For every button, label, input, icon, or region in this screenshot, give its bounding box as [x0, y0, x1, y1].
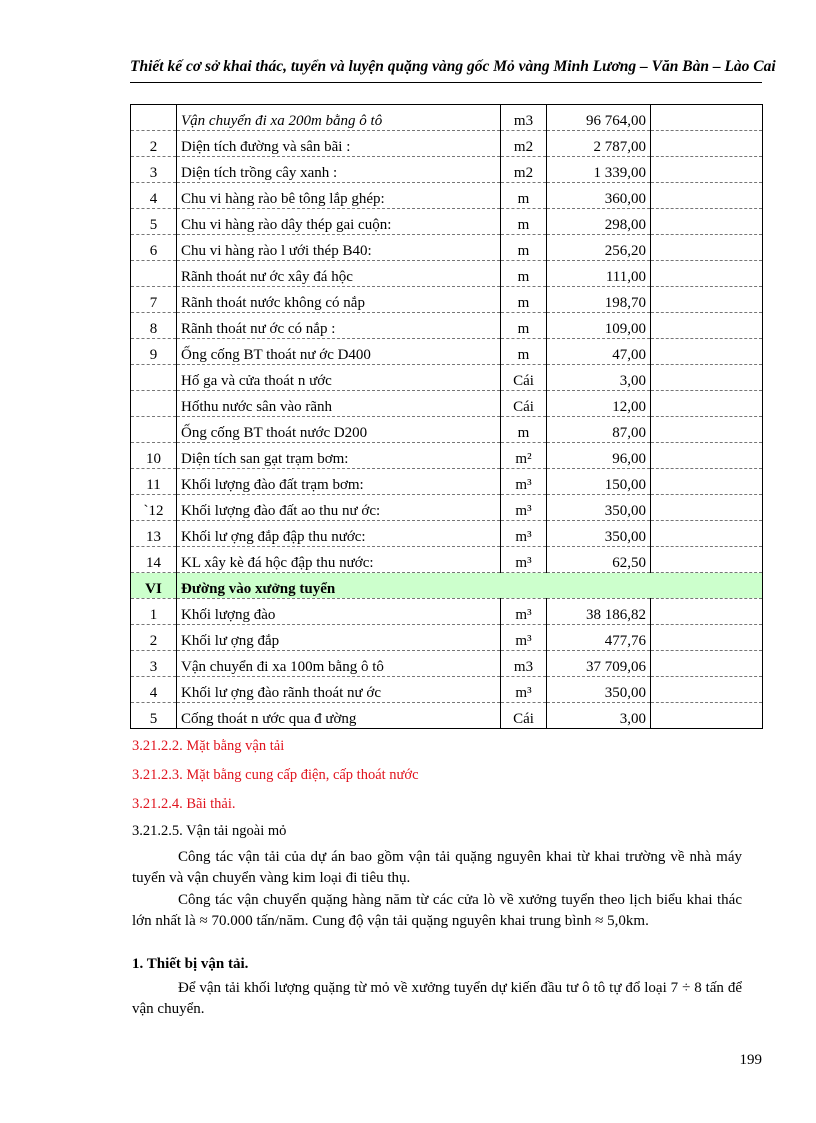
cell-note	[651, 339, 763, 365]
cell-item-name: Hốthu nước sân vào rãnh	[177, 391, 501, 417]
subsection-transport-layout: 3.21.2.2. Mặt bằng vận tải	[132, 738, 285, 754]
cell-quantity: 111,00	[547, 261, 651, 287]
cell-row-number: 7	[131, 287, 177, 313]
cell-quantity: 47,00	[547, 339, 651, 365]
table-row	[131, 235, 763, 261]
cell-unit: m²	[501, 443, 547, 469]
header-rule	[130, 82, 762, 83]
cell-quantity: 350,00	[547, 495, 651, 521]
cell-row-number: 6	[131, 235, 177, 261]
cell-quantity: 109,00	[547, 313, 651, 339]
cell-row-number: 11	[131, 469, 177, 495]
cell-unit: m2	[501, 131, 547, 157]
table-row	[131, 131, 763, 157]
cell-unit: m³	[501, 521, 547, 547]
cell-note	[651, 417, 763, 443]
cell-unit: m2	[501, 157, 547, 183]
paragraph-transport-scope: Công tác vận tải của dự án bao gồm vận tải quặng nguyên khai từ khai trường về nhà máy tuyển và vận chuyển vàng kim loại đi tiêu thụ.	[132, 849, 742, 886]
cell-row-number	[131, 391, 177, 417]
subsection-power-water: 3.21.2.3. Mặt bằng cung cấp điện, cấp thoát nước	[132, 767, 419, 783]
cell-unit: m	[501, 417, 547, 443]
cell-note	[651, 703, 763, 729]
cell-quantity: 38 186,82	[547, 599, 651, 625]
cell-unit: m3	[501, 651, 547, 677]
paragraph-transport-volume: Công tác vận chuyển quặng hàng năm từ các cửa lò về xưởng tuyển theo lịch biểu khai thác lớn nhất là ≈ 70.000 tấn/năm. Cung độ vận tải quặng nguyên khai trung bình ≈ 5,0km.	[132, 892, 742, 929]
cell-row-number: 4	[131, 677, 177, 703]
cell-quantity: 477,76	[547, 625, 651, 651]
section-title: Đường vào xưởng tuyển	[177, 573, 763, 599]
cell-note	[651, 677, 763, 703]
cell-quantity: 350,00	[547, 521, 651, 547]
table-row	[131, 599, 763, 625]
cell-note	[651, 547, 763, 573]
cell-item-name: Diện tích san gạt trạm bơm:	[177, 443, 501, 469]
table-row	[131, 495, 763, 521]
cell-row-number: 13	[131, 521, 177, 547]
table-row	[131, 105, 763, 131]
cell-row-number: 2	[131, 131, 177, 157]
cell-row-number: 4	[131, 183, 177, 209]
cell-quantity: 3,00	[547, 703, 651, 729]
cell-item-name: Vận chuyển đi xa 100m bằng ô tô	[177, 651, 501, 677]
cell-unit: m	[501, 235, 547, 261]
cell-unit: m3	[501, 105, 547, 131]
cell-unit: m³	[501, 599, 547, 625]
cell-note	[651, 313, 763, 339]
cell-item-name: Khối lư ợng đào rãnh thoát nư ớc	[177, 677, 501, 703]
cell-quantity: 298,00	[547, 209, 651, 235]
cell-quantity: 360,00	[547, 183, 651, 209]
page-number: 199	[739, 1052, 762, 1068]
cell-quantity: 12,00	[547, 391, 651, 417]
cell-quantity: 3,00	[547, 365, 651, 391]
subsection-waste-dump: 3.21.2.4. Bãi thải.	[132, 796, 236, 812]
cell-note	[651, 235, 763, 261]
table-row	[131, 209, 763, 235]
cell-unit: Cái	[501, 391, 547, 417]
cell-item-name: Rãnh thoát nước không có nắp	[177, 287, 501, 313]
cell-unit: m	[501, 209, 547, 235]
cell-item-name: Hố ga và cửa thoát n ước	[177, 365, 501, 391]
cell-note	[651, 443, 763, 469]
cell-note	[651, 157, 763, 183]
cell-row-number	[131, 261, 177, 287]
cell-item-name: Khối lượng đào	[177, 599, 501, 625]
cell-unit: m	[501, 339, 547, 365]
cell-row-number: 9	[131, 339, 177, 365]
cell-unit: Cái	[501, 703, 547, 729]
cell-unit: m	[501, 287, 547, 313]
table-row	[131, 391, 763, 417]
cell-quantity: 198,70	[547, 287, 651, 313]
cell-item-name: Ống cống BT thoát nước D200	[177, 417, 501, 443]
cell-unit: m³	[501, 625, 547, 651]
cell-item-name: Khối lư ợng đắp đập thu nước:	[177, 521, 501, 547]
cell-row-number: 10	[131, 443, 177, 469]
cell-quantity: 96,00	[547, 443, 651, 469]
cell-unit: m³	[501, 495, 547, 521]
cell-item-name: Ống cống BT thoát nư ớc D400	[177, 339, 501, 365]
cell-item-name: Chu vi hàng rào bê tông lắp ghép:	[177, 183, 501, 209]
table-row	[131, 339, 763, 365]
table-row	[131, 313, 763, 339]
section-number: VI	[131, 573, 177, 599]
cell-row-number	[131, 417, 177, 443]
running-header: Thiết kế cơ sở khai thác, tuyển và luyện quặng vàng gốc Mỏ vàng Minh Lương – Văn Bàn – Lào Cai	[130, 58, 776, 75]
quantities-table	[130, 104, 763, 729]
cell-quantity: 150,00	[547, 469, 651, 495]
cell-note	[651, 183, 763, 209]
cell-row-number: 2	[131, 625, 177, 651]
cell-quantity: 1 339,00	[547, 157, 651, 183]
cell-unit: m³	[501, 547, 547, 573]
cell-quantity: 87,00	[547, 417, 651, 443]
table-row	[131, 287, 763, 313]
table-row	[131, 625, 763, 651]
table-row	[131, 651, 763, 677]
cell-note	[651, 625, 763, 651]
cell-note	[651, 105, 763, 131]
cell-row-number	[131, 365, 177, 391]
cell-item-name: Cống thoát n ước qua đ ường	[177, 703, 501, 729]
cell-note	[651, 261, 763, 287]
cell-row-number: 5	[131, 209, 177, 235]
cell-item-name: Diện tích trồng cây xanh :	[177, 157, 501, 183]
cell-note	[651, 287, 763, 313]
cell-row-number: `12	[131, 495, 177, 521]
cell-unit: m	[501, 183, 547, 209]
cell-row-number: 1	[131, 599, 177, 625]
cell-quantity: 256,20	[547, 235, 651, 261]
cell-note	[651, 469, 763, 495]
table-row	[131, 261, 763, 287]
cell-note	[651, 651, 763, 677]
table-row	[131, 443, 763, 469]
cell-note	[651, 495, 763, 521]
cell-item-name: Rãnh thoát nư ớc xây đá hộc	[177, 261, 501, 287]
cell-quantity: 350,00	[547, 677, 651, 703]
paragraph-truck-investment: Để vận tải khối lượng quặng từ mỏ về xưởng tuyển dự kiến đầu tư ô tô tự đổ loại 7 ÷ 8 tấn để vận chuyển.	[132, 980, 742, 1017]
cell-unit: m	[501, 261, 547, 287]
cell-note	[651, 365, 763, 391]
cell-row-number: 3	[131, 651, 177, 677]
table-row	[131, 677, 763, 703]
cell-unit: Cái	[501, 365, 547, 391]
subsection-external-transport: 3.21.2.5. Vận tải ngoài mỏ	[132, 823, 287, 839]
cell-item-name: KL xây kè đá hộc đập thu nước:	[177, 547, 501, 573]
section-row	[131, 573, 763, 599]
cell-note	[651, 599, 763, 625]
cell-note	[651, 391, 763, 417]
cell-item-name: Rãnh thoát nư ớc có nắp :	[177, 313, 501, 339]
cell-unit: m³	[501, 677, 547, 703]
cell-item-name: Chu vi hàng rào l ưới thép B40:	[177, 235, 501, 261]
table-row	[131, 365, 763, 391]
table-row	[131, 157, 763, 183]
cell-unit: m	[501, 313, 547, 339]
table-row	[131, 183, 763, 209]
cell-note	[651, 521, 763, 547]
cell-item-name: Vận chuyển đi xa 200m bằng ô tô	[177, 105, 501, 131]
cell-row-number: 14	[131, 547, 177, 573]
cell-item-name: Diện tích đường và sân bãi :	[177, 131, 501, 157]
cell-item-name: Khối lượng đào đất ao thu nư ớc:	[177, 495, 501, 521]
cell-quantity: 62,50	[547, 547, 651, 573]
cell-note	[651, 209, 763, 235]
cell-row-number: 3	[131, 157, 177, 183]
cell-quantity: 37 709,06	[547, 651, 651, 677]
cell-quantity: 2 787,00	[547, 131, 651, 157]
table-row	[131, 469, 763, 495]
cell-note	[651, 131, 763, 157]
heading-transport-equipment: 1. Thiết bị vận tải.	[132, 956, 249, 972]
cell-item-name: Khối lượng đào đất trạm bơm:	[177, 469, 501, 495]
table-row	[131, 547, 763, 573]
cell-item-name: Chu vi hàng rào dây thép gai cuộn:	[177, 209, 501, 235]
table-row	[131, 703, 763, 729]
cell-row-number: 8	[131, 313, 177, 339]
table-row	[131, 417, 763, 443]
table-row	[131, 521, 763, 547]
cell-item-name: Khối lư ợng đắp	[177, 625, 501, 651]
cell-unit: m³	[501, 469, 547, 495]
cell-row-number: 5	[131, 703, 177, 729]
cell-quantity: 96 764,00	[547, 105, 651, 131]
cell-row-number	[131, 105, 177, 131]
